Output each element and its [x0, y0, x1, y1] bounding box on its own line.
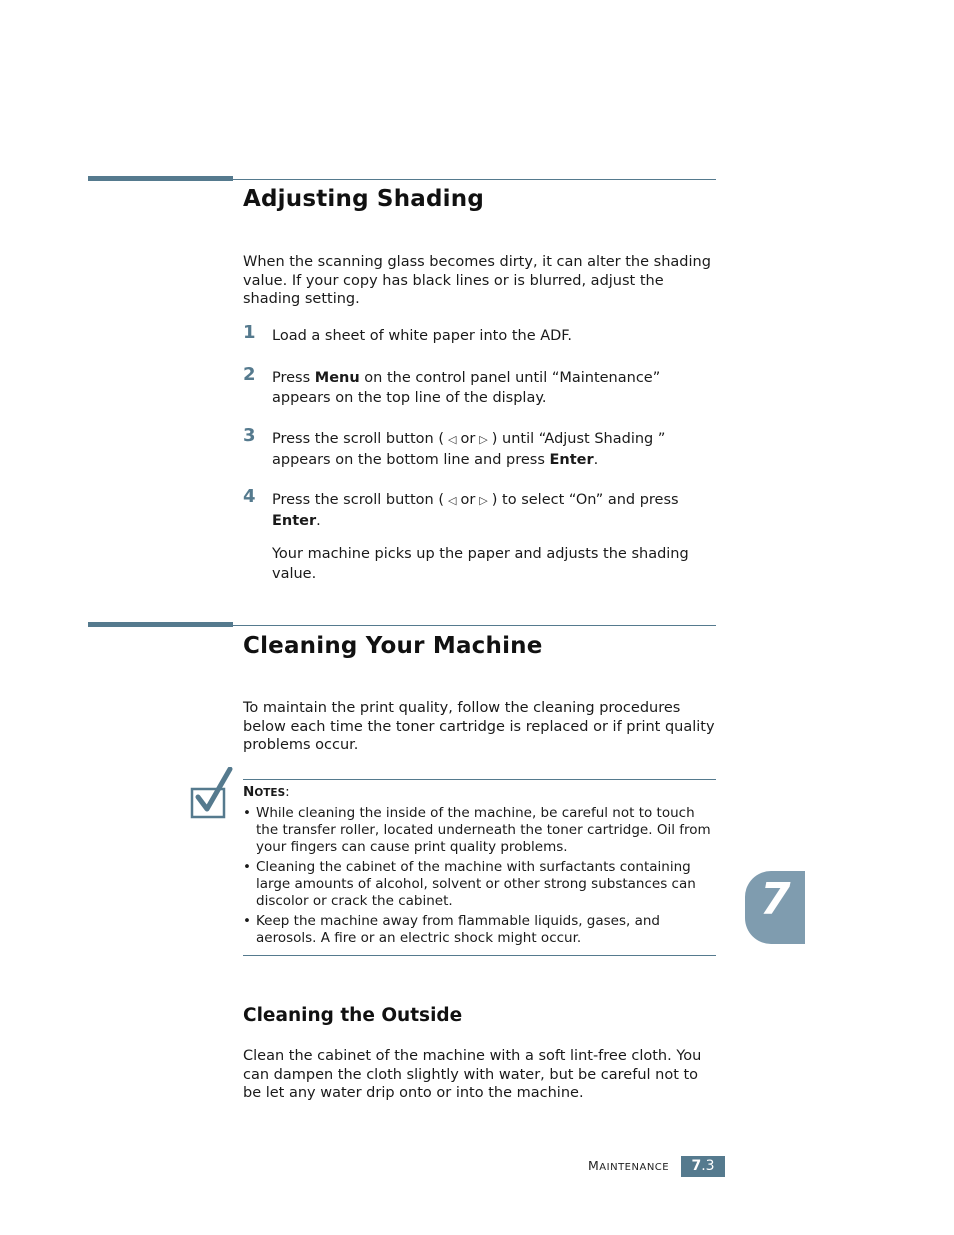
notes-rule-top	[243, 779, 716, 780]
scroll-right-icon: ▷	[479, 494, 488, 507]
notes-rule-bottom	[243, 955, 716, 956]
step-number: 3	[243, 425, 256, 446]
scroll-right-icon: ▷	[479, 433, 488, 446]
page-number-badge: 7.3	[681, 1156, 725, 1177]
step-text: Press Menu on the control panel until “Maintenance” appears on the top line of the display.	[272, 370, 661, 406]
section-title-adjusting-shading: Adjusting Shading	[243, 186, 484, 212]
section-rule-thin	[233, 179, 716, 180]
checkmark-box-icon	[190, 767, 234, 819]
subsection-title-cleaning-outside: Cleaning the Outside	[243, 1005, 463, 1026]
chapter-number: 7	[760, 874, 791, 925]
subsection-body: Clean the cabinet of the machine with a soft lint-free cloth. You can dampen the cloth slightly with water, but be careful not to be let any water drip onto or into the machine.	[243, 1048, 702, 1101]
scroll-left-icon: ◁	[447, 433, 457, 446]
note-item: • Cleaning the cabinet of the machine with surfactants containing large amounts of alcohol, solvent or other strong substances can discolor or crack the cabinet.	[243, 859, 696, 909]
section-title-cleaning-machine: Cleaning Your Machine	[243, 633, 543, 659]
note-item: • Keep the machine away from flammable liquids, gases, and aerosols. A fire or an electric shock might occur.	[243, 913, 661, 946]
step-number: 1	[243, 322, 256, 343]
step-number: 2	[243, 364, 256, 385]
notes-title: NOTES:	[243, 784, 290, 800]
scroll-left-icon: ◁	[447, 494, 457, 507]
section-intro: When the scanning glass becomes dirty, it can alter the shading value. If your copy has black lines or is blurred, adjust the shading setting.	[243, 254, 711, 307]
section-rule-thin	[233, 625, 716, 626]
note-item: • While cleaning the inside of the machine, be careful not to touch the transfer roller, located underneath the toner cartridge. Oil from your fingers can cause print quality problems.	[243, 805, 711, 855]
section-intro: To maintain the print quality, follow the cleaning procedures below each time the toner cartridge is replaced or if print quality problems occur.	[243, 700, 715, 753]
section-rule-thick	[88, 622, 233, 627]
step-result: Your machine picks up the paper and adjusts the shading value.	[272, 546, 689, 582]
step-text: Press the scroll button ( ◁ or ▷ ) to select “On” and press Enter.	[272, 492, 679, 529]
step-text: Press the scroll button ( ◁ or ▷ ) until “Adjust Shading ” appears on the bottom line and press Enter.	[272, 431, 666, 468]
step-text: Load a sheet of white paper into the ADF.	[272, 328, 572, 344]
section-rule-thick	[88, 176, 233, 181]
footer-chapter-label: MAINTENANCE	[588, 1158, 670, 1173]
notes-list	[243, 805, 718, 950]
step-number: 4	[243, 486, 256, 507]
